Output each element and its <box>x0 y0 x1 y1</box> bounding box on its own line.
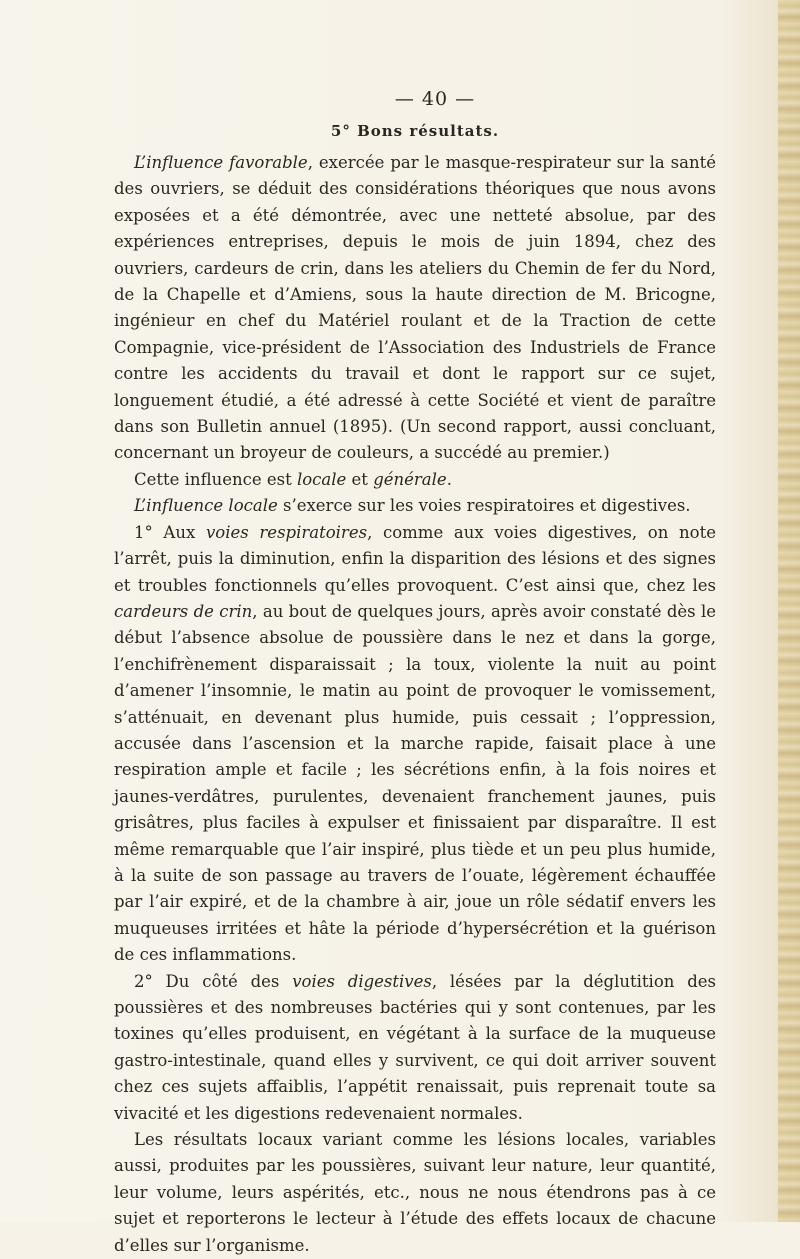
text-run: , lésées par la déglutition des poussières et des nombreuses bactéries qui y sont contenues, par les toxines qu’elles produisent, en végétant à la surface de la muqueuse gastro-intestinale, quand elles y survivent, ce qui doit arriver souvent chez ces sujets affaiblis, l’appétit renaissait, puis reprenait toute sa vivacité et les digestions redevenaient normales. <box>114 971 716 1123</box>
italic-text: voies digestives <box>292 971 432 991</box>
text-run: 1° Aux <box>134 522 206 542</box>
text-run: , comme aux voies digestives, on note l’arrêt, puis la diminution, enfin la disparition des lésions et des signes et troubles fonctionnels qu’elles provoquent. C’est ainsi que, chez les <box>114 522 717 595</box>
text-run: s’exerce sur les voies respiratoires et digestives. <box>277 496 691 516</box>
section-heading: 5° Bons résultats. <box>330 122 500 140</box>
italic-text: locale <box>296 469 347 489</box>
paragraph-5 <box>114 969 716 1127</box>
italic-text: générale <box>373 469 447 489</box>
italic-text: L’influence locale <box>134 496 278 516</box>
italic-text: voies respiratoires <box>205 522 368 542</box>
paragraph-1 <box>114 150 716 467</box>
text-run: 2° Du côté des <box>134 971 293 991</box>
text-run: . <box>446 469 452 489</box>
body-text <box>114 150 716 1259</box>
paragraph-2 <box>114 467 716 493</box>
text-run: et <box>346 469 374 489</box>
text-run: Les résultats locaux variant comme les lésions locales, variables aussi, produites par les poussières, suivant leur nature, leur quantité, leur volume, leurs aspérités, etc., nous ne nous étendrons pas à ce sujet et reporterons le lecteur à l’étude des effets locaux de chacune d’elles sur l’organisme. <box>114 1130 716 1255</box>
paragraph-3 <box>114 493 716 519</box>
page-number: — 40 — <box>394 88 476 110</box>
text-run: , exercée par le masque-respirateur sur la santé des ouvriers, se déduit des considérations théoriques que nous avons exposées et a été démontrée, avec une netteté absolue, par des expériences entreprises, depuis le mois de juin 1894, chez des ouvriers, cardeurs de crin, dans les ateliers du Chemin de fer du Nord, de la Chapelle et d’Amiens, sous la haute direction de M. Bricogne, ingénieur en chef du Matériel roulant et de la Traction de cette Compagnie, vice-président de l’Association des Industriels de France contre les accidents du travail et dont le rapport sur ce sujet, longuement étudié, a été adressé à cette Société et vient de paraître dans son Bulletin annuel (1895). (Un second rapport, aussi concluant, concernant un broyeur de couleurs, a succédé au premier.) <box>114 153 717 463</box>
text-run: Cette influence est <box>134 469 297 489</box>
page-content <box>114 88 716 1259</box>
page-edge <box>778 0 800 1222</box>
italic-text: cardeurs de crin <box>114 601 253 621</box>
text-run: , au bout de quelques jours, après avoir constaté dès le début l’absence absolue de poussière dans le nez et dans la gorge, l’enchifrènement disparaissait ; la toux, violente la nuit au point d’amener l’insomnie, le matin au point de provoquer le vomissement, s’atténuait, en devenant plus humide, puis cessait ; l’oppression, accusée dans l’ascension et la marche rapide, faisait place à une respiration ample et facile ; les sécrétions enfin, à la fois noires et jaunes-verdâtres, purulentes, devenaient franchement jaunes, puis grisâtres, plus faciles à expulser et finissaient par disparaître. Il est même remarquable que l’air inspiré, plus tiède et un peu plus humide, à la suite de son passage au travers de l’ouate, légèrement échauffée par l’air expiré, et de la chambre à air, joue un rôle sédatif envers les muqueuses irritées et hâte la période d’hypersécrétion et la guérison de ces inflammations. <box>114 601 717 965</box>
italic-text: L’influence favorable <box>134 153 308 172</box>
paragraph-6 <box>114 1127 716 1259</box>
paragraph-4 <box>114 520 716 969</box>
